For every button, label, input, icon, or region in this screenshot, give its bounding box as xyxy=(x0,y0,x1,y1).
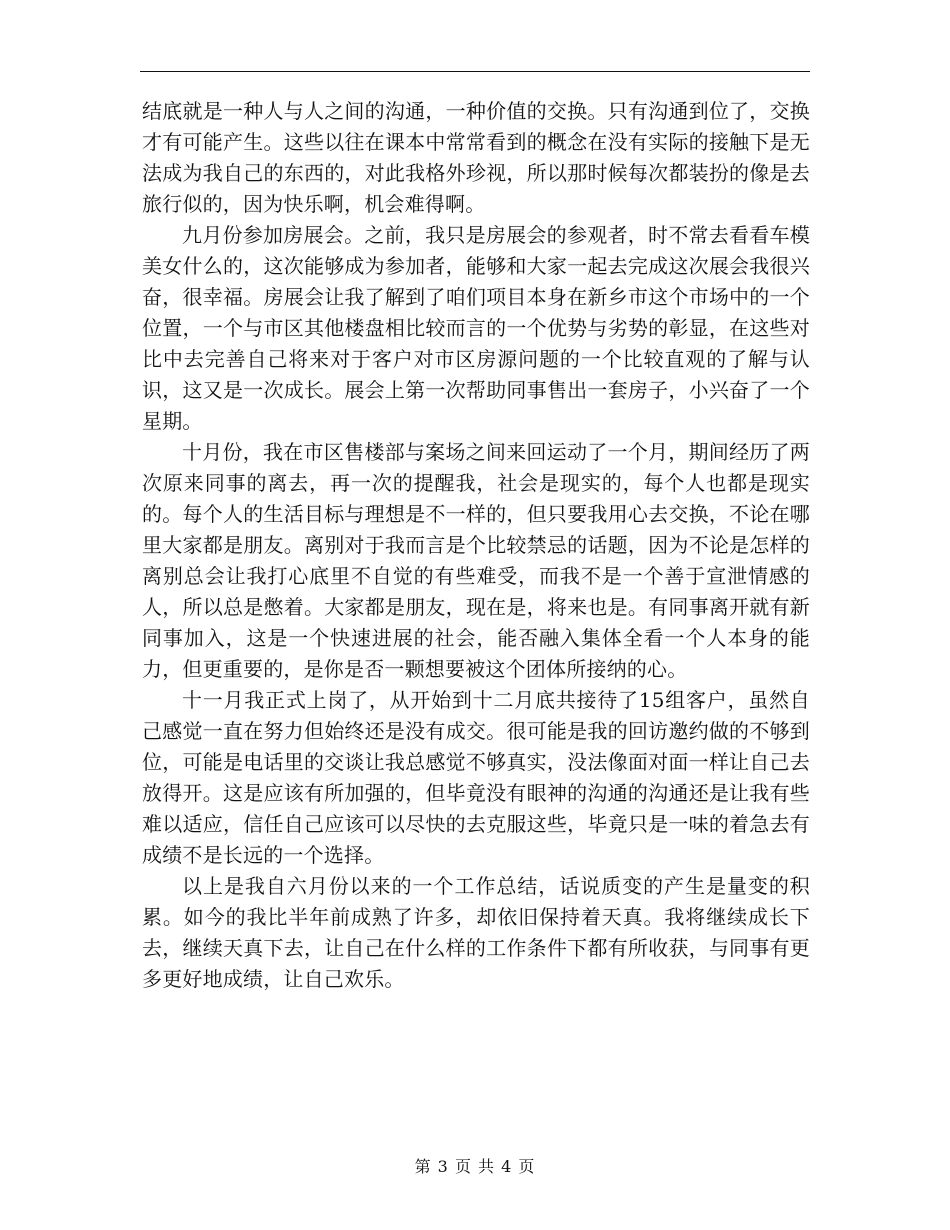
paragraph-4: 十一月我正式上岗了，从开始到十二月底共接待了15组客户，虽然自己感觉一直在努力但始终还是没有成交。很可能是我的回访邀约做的不够到位，可能是电话里的交谈让我总感觉不够真实，没法像面对面一样让自己去放得开。这是应该有所加强的，但毕竟没有眼神的沟通的沟通还是让我有些难以适应，信任自己应该可以尽快的去克服这些，毕竟只是一味的着急去有成绩不是长远的一个选择。 xyxy=(142,688,810,867)
paragraph-2: 九月份参加房展会。之前，我只是房展会的参观者，时不常去看看车模美女什么的，这次能够成为参加者，能够和大家一起去完成这次展会我很兴奋，很幸福。房展会让我了解到了咱们项目本身在新乡市这个市场中的一个位置，一个与市区其他楼盘相比较而言的一个优势与劣势的彰显，在这些对比中去完善自己将来对于客户对市区房源问题的一个比较直观的了解与认识，这又是一次成长。展会上第一次帮助同事售出一套房子，小兴奋了一个星期。 xyxy=(142,223,810,433)
header-rule xyxy=(140,71,810,72)
paragraph-3: 十月份，我在市区售楼部与案场之间来回运动了一个月，期间经历了两次原来同事的离去，再一次的提醒我，社会是现实的，每个人也都是现实的。每个人的生活目标与理想是不一样的，但只要我用心去交换，不论在哪里大家都是朋友。离别对于我而言是个比较禁忌的话题，因为不论是怎样的离别总会让我打心底里不自觉的有些难受，而我不是一个善于宣泄情感的人，所以总是憋着。大家都是朋友，现在是，将来也是。有同事离开就有新同事加入，这是一个快速进展的社会，能否融入集体全看一个人本身的能力，但更重要的，是你是否一颗想要被这个团体所接纳的心。 xyxy=(142,440,810,681)
document-body xyxy=(142,96,810,995)
paragraph-1: 结底就是一种人与人之间的沟通，一种价值的交换。只有沟通到位了，交换才有可能产生。这些以往在课本中常常看到的概念在没有实际的接触下是无法成为我自己的东西的，对此我格外珍视，所以那时候每次都装扮的像是去旅行似的，因为快乐啊，机会难得啊。 xyxy=(142,99,810,216)
page-number-footer: 第 3 页 共 4 页 xyxy=(414,1157,536,1176)
paragraph-5: 以上是我自六月份以来的一个工作总结，话说质变的产生是量变的积累。如今的我比半年前成熟了许多，却依旧保持着天真。我将继续成长下去，继续天真下去，让自己在什么样的工作条件下都有所收获，与同事有更多更好地成绩，让自己欢乐。 xyxy=(142,874,810,991)
